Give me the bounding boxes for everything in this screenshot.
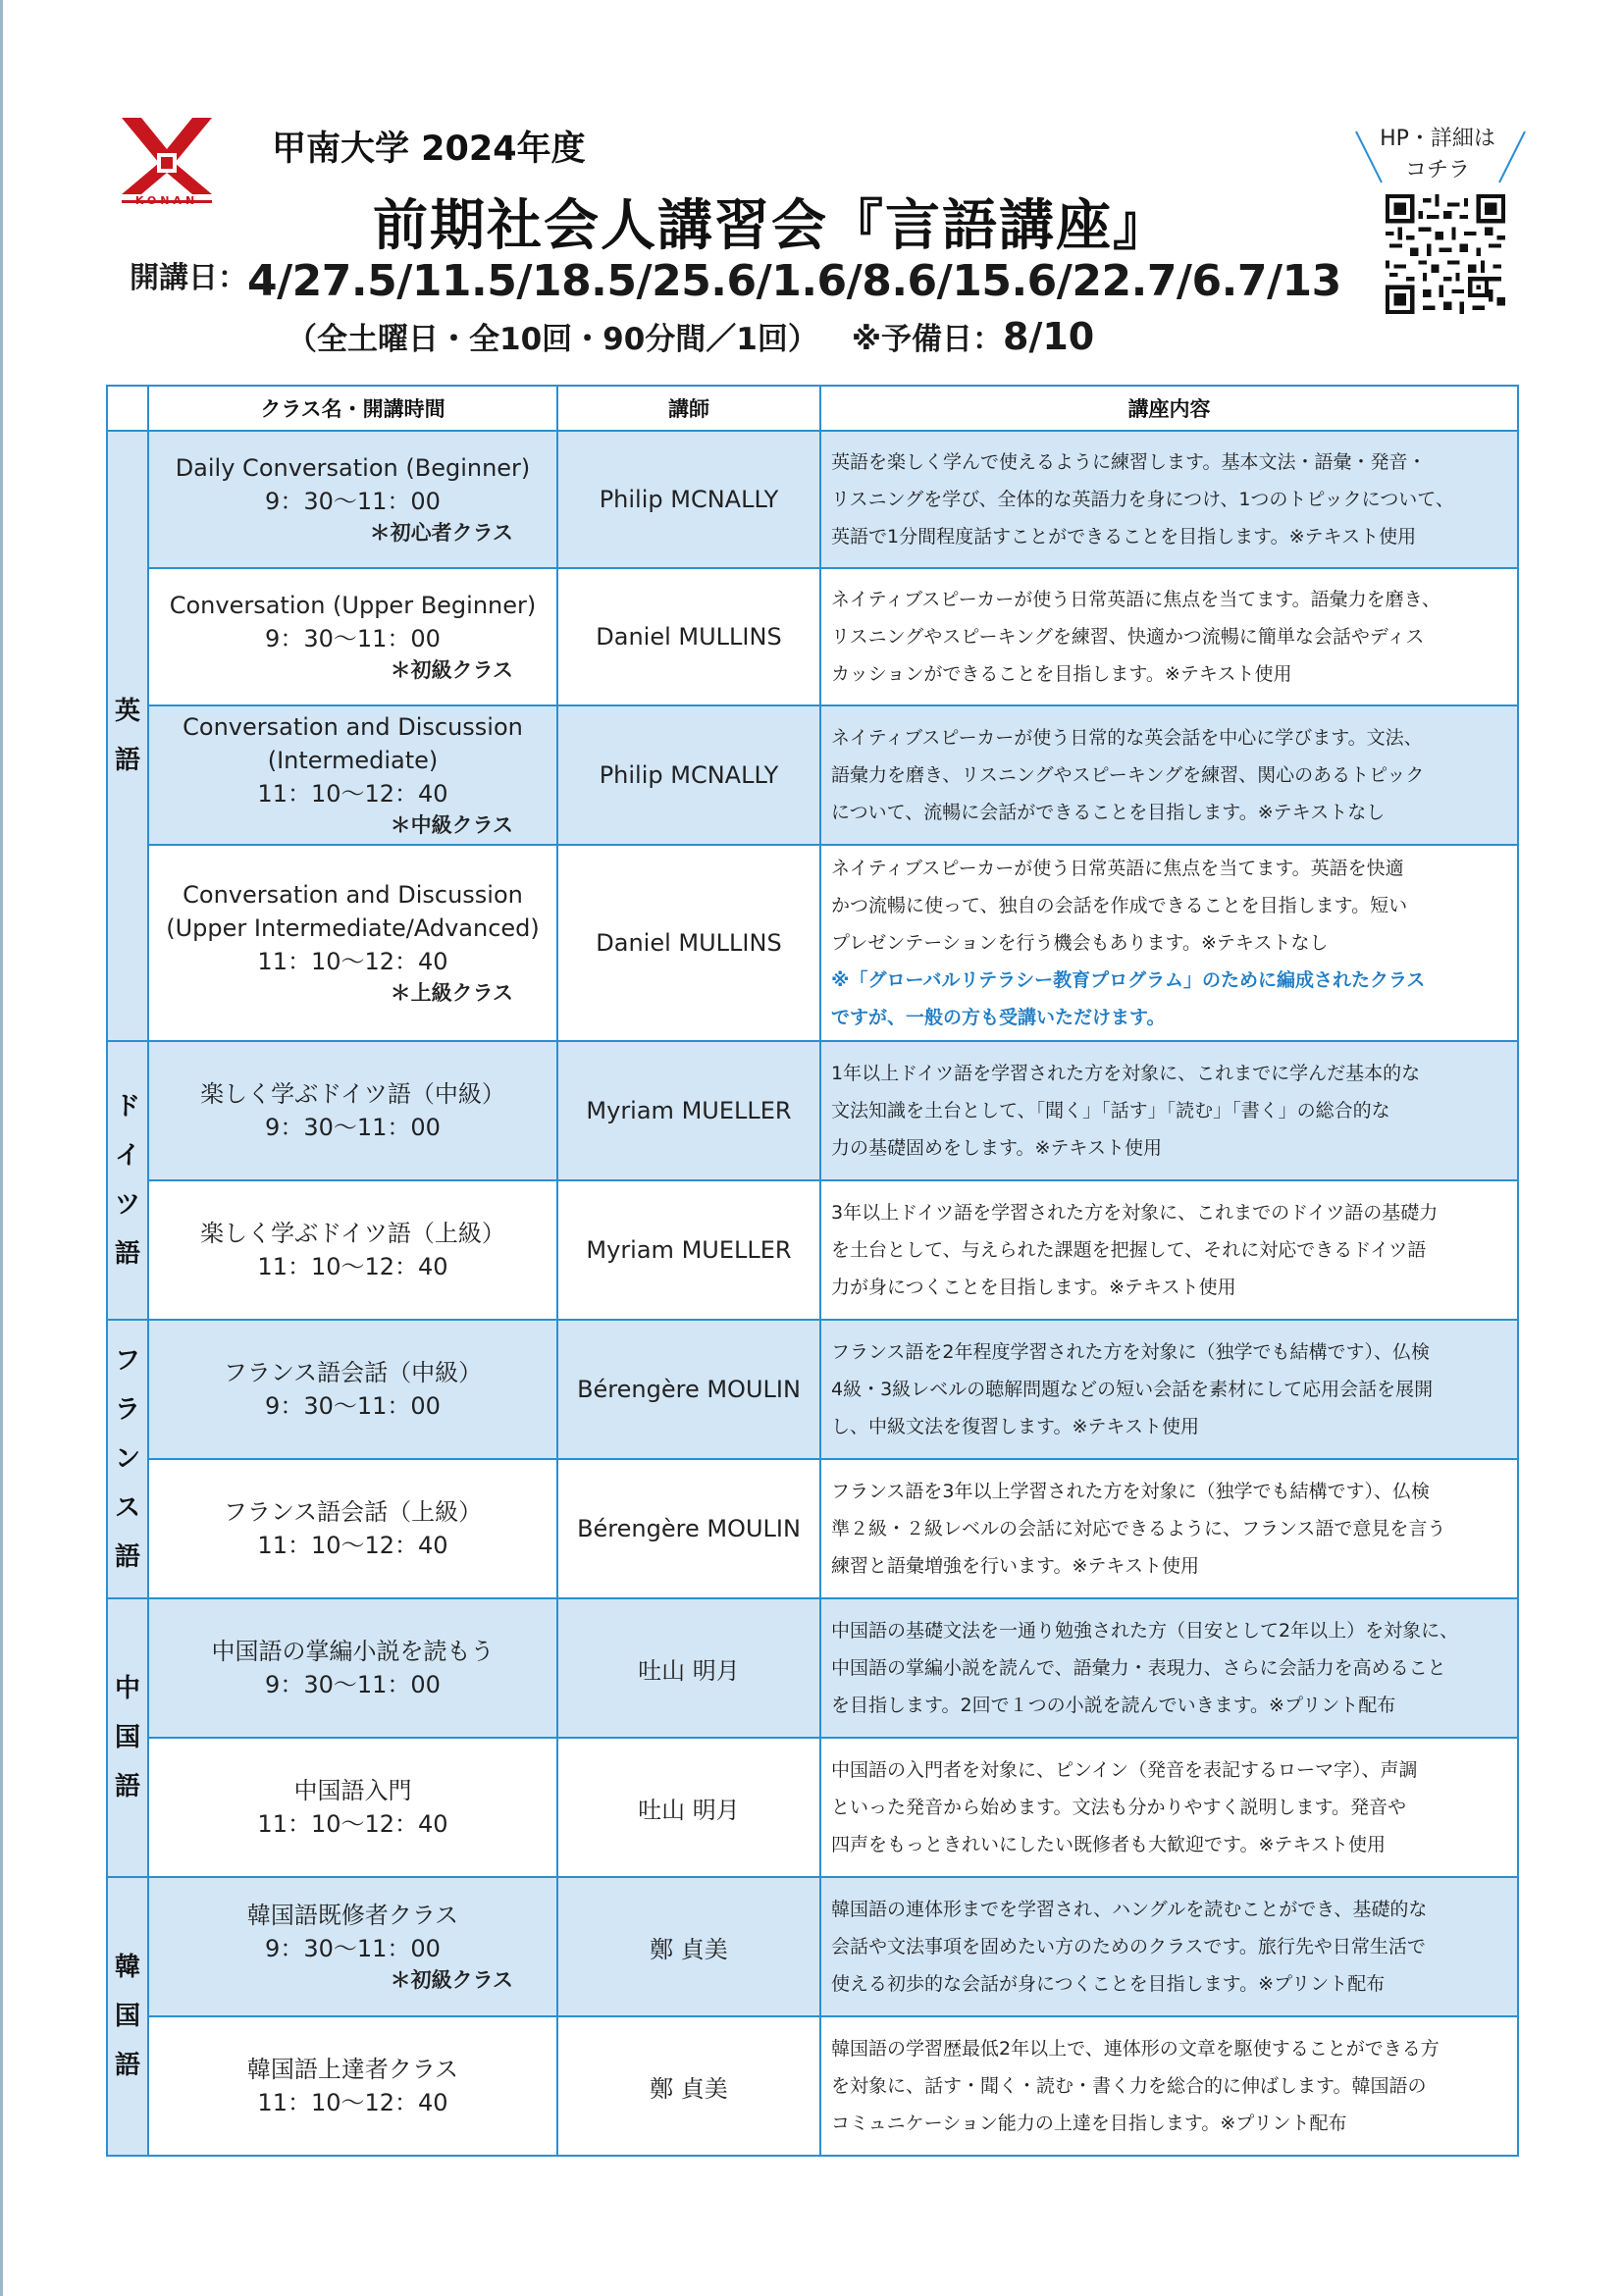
content-line: を目指します。2回で１つの小説を読んでいきます。※プリント配布 xyxy=(831,1695,1396,1716)
dates-subtitle: （全土曜日・全10回・90分間／1回） xyxy=(287,322,818,357)
content-line: 4級・3級レベルの聴解問題などの短い会話を素材にして応用会話を展開 xyxy=(831,1379,1434,1400)
content-line: 会話や文法事項を固めたい方のためのクラスです。旅行先や日常生活で xyxy=(831,1936,1426,1957)
teacher-cell: Myriam MUELLER xyxy=(557,1180,820,1320)
logo-text: KONAN xyxy=(134,194,199,207)
table-row xyxy=(107,1180,1518,1320)
table-row xyxy=(107,1877,1518,2016)
content-line: 中国語の掌編小説を読んで、語彙力・表現力、さらに会話力を高めること xyxy=(831,1657,1446,1679)
content-line: 1年以上ドイツ語を学習された方を対象に、これまでに学んだ基本的な xyxy=(831,1063,1421,1084)
teacher-cell: Bérengère MOULIN xyxy=(557,1320,820,1459)
university-year: 甲南大学 2024年度 xyxy=(272,130,586,169)
language-label-french xyxy=(107,1320,148,1598)
teacher-cell: 吐山 明月 xyxy=(557,1598,820,1738)
class-time: 9：30〜11：00 xyxy=(265,1114,441,1141)
hp-line-1: HP・詳細は xyxy=(1380,127,1495,151)
class-name: Conversation (Upper Beginner) xyxy=(169,592,537,619)
class-name: 中国語の掌編小説を読もう xyxy=(211,1638,495,1665)
table-row xyxy=(107,2016,1518,2156)
table-row xyxy=(107,1041,1518,1180)
content-line: を土台として、与えられた課題を把握して、それに対応できるドイツ語 xyxy=(831,1239,1427,1261)
class-cell xyxy=(148,1041,557,1180)
language-label-english xyxy=(107,431,148,1041)
content-line: リスニングを学び、全体的な英語力を身につけ、1つのトピックについて、 xyxy=(831,489,1454,510)
content-line: し、中級文法を復習します。※テキスト使用 xyxy=(831,1416,1200,1437)
content-line: フランス語を3年以上学習された方を対象に（独学でも結構です）、仏検 xyxy=(831,1481,1431,1502)
content-line: 文法知識を土台として、「聞く」「話す」「読む」「書く」の総合的な xyxy=(831,1100,1390,1122)
content-cell xyxy=(820,431,1518,568)
language-char: 語 xyxy=(114,1772,140,1801)
class-name: Conversation and Discussion xyxy=(183,881,523,909)
content-cell xyxy=(820,1180,1518,1320)
dates-value: 4/27.5/11.5/18.5/25.6/1.6/8.6/15.6/22.7/6.7/13 xyxy=(247,256,1341,306)
teacher-cell: Philip MCNALLY xyxy=(557,431,820,568)
content-line: 韓国語の学習歴最低2年以上で、連体形の文章を駆使することができる方 xyxy=(831,2038,1440,2060)
language-char: 語 xyxy=(114,1542,140,1572)
class-name: 中国語入門 xyxy=(293,1777,412,1804)
content-line: 韓国語の連体形までを学習され、ハングルを読むことができ、基礎的な xyxy=(831,1899,1428,1920)
language-char: イ xyxy=(114,1141,140,1171)
content-line: 語彙力を磨き、リスニングやスピーキングを練習、関心のあるトピック xyxy=(831,764,1425,786)
teacher-cell: Myriam MUELLER xyxy=(557,1041,820,1180)
content-line: 準２級・２級レベルの会話に対応できるように、フランス語で意見を言う xyxy=(831,1518,1446,1539)
class-time: 9：30〜11：00 xyxy=(265,625,441,652)
content-line: 力が身につくことを目指します。※テキスト使用 xyxy=(831,1277,1236,1298)
language-char: 韓 xyxy=(114,1953,140,1982)
language-char: ツ xyxy=(114,1190,140,1220)
content-line: ネイティブスピーカーが使う日常英語に焦点を当てます。語彙力を磨き、 xyxy=(831,589,1440,610)
class-cell xyxy=(148,845,557,1041)
table-row xyxy=(107,1320,1518,1459)
class-cell xyxy=(148,431,557,568)
class-name: Daily Conversation (Beginner) xyxy=(175,454,531,482)
content-cell xyxy=(820,1320,1518,1459)
dates-row xyxy=(130,253,1341,306)
content-line: 力の基礎固めをします。※テキスト使用 xyxy=(831,1137,1163,1159)
content-line: ネイティブスピーカーが使う日常英語に焦点を当てます。英語を快適 xyxy=(831,858,1404,879)
language-char: 国 xyxy=(114,1723,140,1752)
content-cell xyxy=(820,1598,1518,1738)
content-line: 3年以上ドイツ語を学習された方を対象に、これまでのドイツ語の基礎力 xyxy=(831,1202,1439,1224)
page-title: 前期社会人講習会『言語講座』 xyxy=(373,194,1170,258)
teacher-cell: Daniel MULLINS xyxy=(557,845,820,1041)
language-char: 中 xyxy=(114,1674,140,1703)
language-label-chinese xyxy=(107,1598,148,1877)
content-cell xyxy=(820,705,1518,845)
class-name: フランス語会話（上級） xyxy=(223,1498,483,1526)
language-char: 国 xyxy=(114,2002,140,2031)
class-name: 韓国語既修者クラス xyxy=(246,1902,459,1929)
class-time: 11：10〜12：40 xyxy=(257,2089,448,2116)
content-cell xyxy=(820,1738,1518,1877)
class-time: 11：10〜12：40 xyxy=(257,780,448,808)
table-row xyxy=(107,1738,1518,1877)
content-line: 四声をもっときれいにしたい既修者も大歓迎です。※テキスト使用 xyxy=(831,1834,1387,1855)
teacher-cell: Philip MCNALLY xyxy=(557,705,820,845)
page-edge xyxy=(0,0,3,2296)
content-line: 英語で1分間程度話すことができることを目指します。※テキスト使用 xyxy=(831,526,1417,548)
program-note-line: ですが、一般の方も受講いただけます。 xyxy=(831,1007,1166,1028)
dates-label: 開講日： xyxy=(130,261,247,295)
header-lang-blank xyxy=(107,386,148,431)
class-level: ＊初級クラス xyxy=(390,658,513,682)
class-cell xyxy=(148,2016,557,2156)
class-name: フランス語会話（中級） xyxy=(223,1359,483,1386)
class-level: ＊初級クラス xyxy=(390,1968,513,1992)
table-row xyxy=(107,568,1518,705)
table-row xyxy=(107,431,1518,568)
class-time: 11：10〜12：40 xyxy=(257,1253,448,1280)
class-name: Conversation and Discussion xyxy=(183,713,523,741)
content-line: 英語を楽しく学んで使えるように練習します。基本文法・語彙・発音・ xyxy=(831,451,1427,473)
class-cell xyxy=(148,1459,557,1598)
teacher-cell: 鄭 貞美 xyxy=(557,2016,820,2156)
language-char: ン xyxy=(114,1444,140,1474)
class-time: 9：30〜11：00 xyxy=(265,1671,441,1698)
language-char: ラ xyxy=(114,1395,140,1425)
content-cell xyxy=(820,1877,1518,2016)
content-cell xyxy=(820,845,1518,1041)
header-teacher: 講師 xyxy=(557,386,820,431)
spare-date: 8/10 xyxy=(1003,315,1095,358)
program-note-line: ※「グローバルリテラシー教育プログラム」のために編成されたクラス xyxy=(831,969,1426,991)
table-row xyxy=(107,705,1518,845)
content-line: 練習と語彙増強を行います。※テキスト使用 xyxy=(831,1555,1200,1577)
spare-label: ※予備日： xyxy=(851,322,1003,357)
class-level: ＊上級クラス xyxy=(390,981,513,1005)
class-time: 9：30〜11：00 xyxy=(265,1392,441,1420)
content-line: プレゼンテーションを行う機会もあります。※テキストなし xyxy=(831,932,1329,954)
table-header-row xyxy=(107,386,1518,431)
language-label-german xyxy=(107,1041,148,1320)
content-line: について、流暢に会話ができることを目指します。※テキストなし xyxy=(831,802,1386,823)
content-line: リスニングやスピーキングを練習、快適かつ流暢に簡単な会話やディス xyxy=(831,626,1425,648)
content-line: 中国語の基礎文法を一通り勉強された方（目安として2年以上）を対象に、 xyxy=(831,1620,1459,1642)
language-char: 語 xyxy=(114,2051,140,2080)
teacher-cell: 吐山 明月 xyxy=(557,1738,820,1877)
class-name: 楽しく学ぶドイツ語（上級） xyxy=(200,1220,505,1247)
language-char: 語 xyxy=(114,1239,140,1269)
class-time: 11：10〜12：40 xyxy=(257,1810,448,1838)
content-line: といった発音から始めます。文法も分かりやすく説明します。発音や xyxy=(831,1797,1406,1818)
language-char: 語 xyxy=(114,746,140,775)
content-line: フランス語を2年程度学習された方を対象に（独学でも結構です）、仏検 xyxy=(831,1341,1431,1363)
language-char: ス xyxy=(114,1493,140,1523)
table-row xyxy=(107,845,1518,1041)
class-time: 9：30〜11：00 xyxy=(265,1935,441,1962)
content-line: カッションができることを目指します。※テキスト使用 xyxy=(831,663,1292,685)
class-cell xyxy=(148,705,557,845)
language-label-korean xyxy=(107,1877,148,2156)
class-cell xyxy=(148,1738,557,1877)
table-row xyxy=(107,1459,1518,1598)
teacher-cell: Daniel MULLINS xyxy=(557,568,820,705)
teacher-cell: 鄭 貞美 xyxy=(557,1877,820,2016)
class-time: 11：10〜12：40 xyxy=(257,948,448,975)
language-char: ド xyxy=(114,1092,140,1122)
class-cell xyxy=(148,1877,557,2016)
teacher-cell: Bérengère MOULIN xyxy=(557,1459,820,1598)
content-cell xyxy=(820,1041,1518,1180)
class-cell xyxy=(148,1180,557,1320)
class-time: 11：10〜12：40 xyxy=(257,1532,448,1559)
language-char: 英 xyxy=(114,697,140,726)
content-line: を対象に、話す・聞く・読む・書く力を総合的に伸ばします。韓国語の xyxy=(831,2075,1427,2097)
content-line: コミュニケーション能力の上達を目指します。※プリント配布 xyxy=(831,2113,1347,2134)
class-cell xyxy=(148,1320,557,1459)
class-cell xyxy=(148,1598,557,1738)
content-cell xyxy=(820,2016,1518,2156)
content-line: かつ流暢に使って、独自の会話を作成できることを目指します。短い xyxy=(831,895,1408,916)
language-char: フ xyxy=(114,1346,140,1376)
class-name-line-2: (Intermediate) xyxy=(267,747,439,774)
course-table xyxy=(106,385,1519,2157)
content-line: 中国語の入門者を対象に、ピンイン（発音を表記するローマ字）、声調 xyxy=(831,1759,1418,1781)
class-name: 楽しく学ぶドイツ語（中級） xyxy=(200,1080,505,1108)
class-cell xyxy=(148,568,557,705)
class-time: 9：30〜11：00 xyxy=(265,488,441,515)
content-line: ネイティブスピーカーが使う日常的な英会話を中心に学びます。文法、 xyxy=(831,727,1423,749)
class-name-line-2: (Upper Intermediate/Advanced) xyxy=(166,914,540,942)
content-cell xyxy=(820,1459,1518,1598)
class-level: ＊中級クラス xyxy=(390,813,513,837)
hp-line-2: コチラ xyxy=(1404,158,1470,183)
header-class: クラス名・開講時間 xyxy=(148,386,557,431)
class-level: ＊初心者クラス xyxy=(369,521,513,545)
class-name: 韓国語上達者クラス xyxy=(246,2056,459,2083)
header-content: 講座内容 xyxy=(820,386,1518,431)
content-cell xyxy=(820,568,1518,705)
content-line: 使える初歩的な会話が身につくことを目指します。※プリント配布 xyxy=(831,1973,1386,1995)
dates-sub xyxy=(287,314,1094,358)
table-body xyxy=(107,431,1518,2156)
hp-link-text[interactable] xyxy=(1376,124,1499,186)
qr-code-icon[interactable] xyxy=(1386,194,1505,314)
table-row xyxy=(107,1598,1518,1738)
